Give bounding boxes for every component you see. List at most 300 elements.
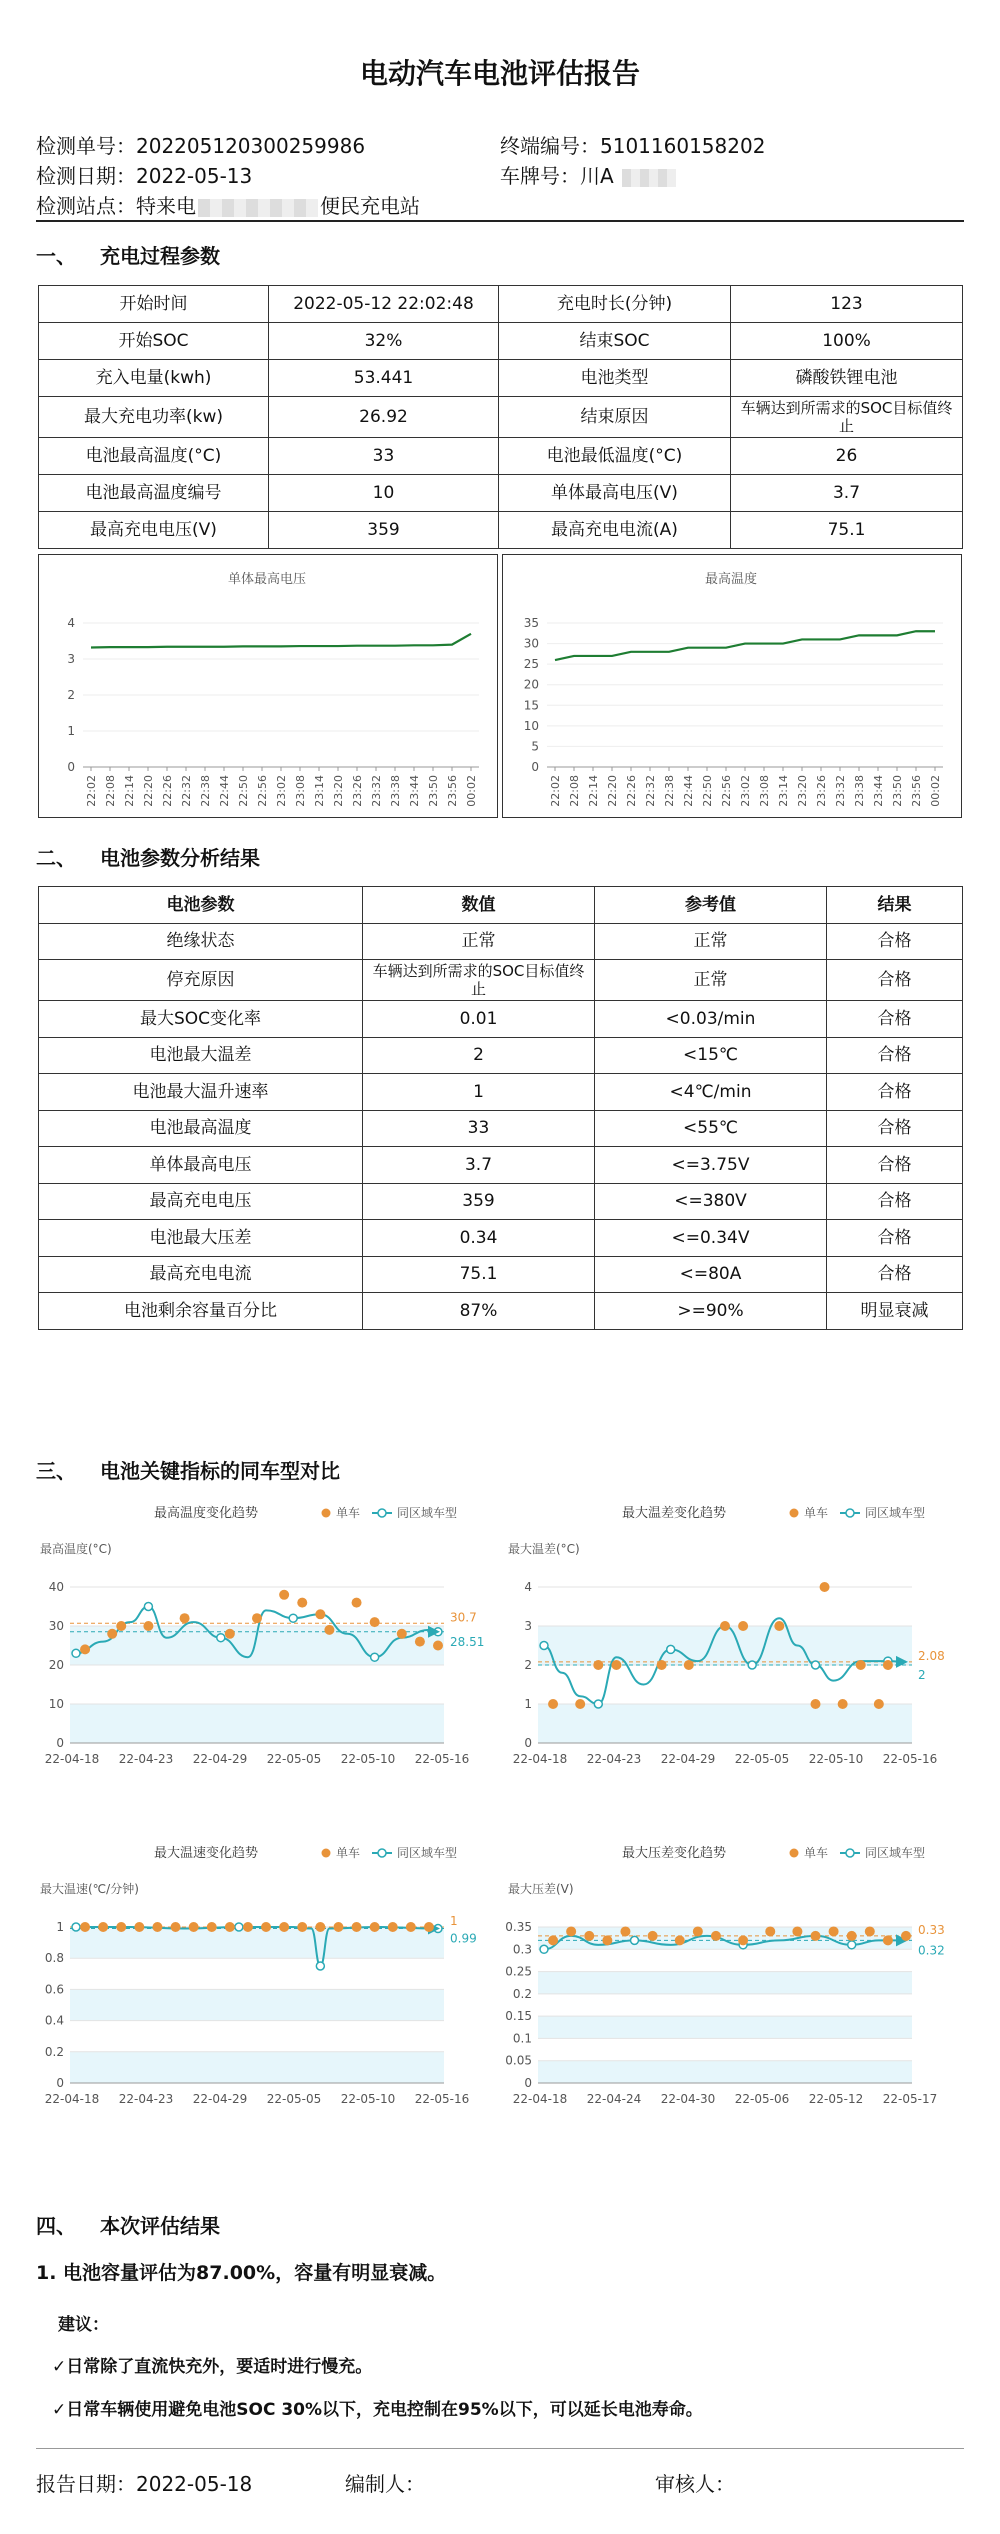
legend-region-marker	[846, 1509, 854, 1517]
single-point	[315, 1609, 325, 1619]
region-point	[289, 1614, 297, 1622]
x-tick-label: 22-04-18	[512, 2092, 568, 2106]
x-tick-label: 23:38	[389, 775, 402, 807]
legend-region-marker	[378, 1849, 386, 1857]
x-tick-label: 22:44	[682, 775, 695, 807]
region-point	[540, 1945, 548, 1953]
single-point	[324, 1625, 334, 1635]
analysis-cell: 0.34	[363, 1220, 595, 1257]
analysis-row	[39, 1037, 963, 1074]
grid-band	[538, 1626, 912, 1665]
analysis-cell: 停充原因	[39, 960, 363, 1001]
x-tick-label: 22-04-29	[192, 1752, 248, 1766]
charge-params-cell: 开始SOC	[39, 323, 269, 360]
single-end-label: 2.08	[918, 1648, 945, 1663]
chart-max-temp-trend	[36, 1495, 496, 1800]
x-tick-label: 22:14	[123, 775, 136, 807]
x-tick-label: 22-05-06	[734, 2092, 790, 2106]
analysis-cell: 合格	[827, 1220, 963, 1257]
charge-params-cell: 充电时长(分钟)	[499, 286, 731, 323]
charge-params-row	[39, 360, 963, 397]
region-point	[72, 1649, 80, 1657]
charge-params-row	[39, 286, 963, 323]
single-point	[811, 1931, 821, 1941]
y-tick-label: 0	[56, 2076, 64, 2090]
analysis-cell: <15℃	[595, 1037, 827, 1074]
y-tick-label: 1	[67, 724, 75, 738]
x-tick-label: 23:56	[446, 775, 459, 807]
y-tick-label: 0.6	[44, 1982, 64, 1997]
y-tick-label: 15	[523, 698, 539, 713]
charge-params-cell: 结束原因	[499, 397, 731, 438]
legend-single-marker	[322, 1509, 331, 1518]
analysis-cell: 合格	[827, 1183, 963, 1220]
analysis-cell: 正常	[595, 960, 827, 1001]
x-tick-label: 22-04-23	[586, 1752, 642, 1766]
analysis-cell: 电池最大压差	[39, 1220, 363, 1257]
single-point	[171, 1922, 181, 1932]
single-point	[261, 1922, 271, 1932]
single-point	[548, 1935, 558, 1945]
x-tick-label: 22-05-12	[808, 2092, 864, 2106]
x-tick-label: 23:26	[815, 775, 828, 807]
y-tick-label: 30	[48, 1619, 64, 1633]
x-tick-label: 22:38	[663, 775, 676, 807]
x-tick-label: 22-04-30	[660, 2092, 716, 2106]
y-tick-label: 0.2	[44, 2044, 64, 2059]
charge-params-row	[39, 512, 963, 549]
region-point	[316, 1962, 324, 1970]
single-point	[143, 1621, 153, 1631]
charge-params-cell: 2022-05-12 22:02:48	[269, 286, 499, 323]
chart-voltage-box	[38, 554, 498, 818]
analysis-cell: 0.01	[363, 1001, 595, 1038]
y-tick-label: 0	[56, 1736, 64, 1750]
region-point	[812, 1661, 820, 1669]
y-tick-label: 3	[524, 1619, 532, 1633]
charge-params-cell: 32%	[269, 323, 499, 360]
x-tick-label: 23:32	[834, 775, 847, 807]
analysis-header-cell: 参考值	[595, 887, 827, 924]
x-tick-label: 22:50	[237, 775, 250, 807]
grid-band	[70, 1704, 444, 1743]
charge-params-cell: 电池最高温度(°C)	[39, 438, 269, 475]
region-point	[631, 1936, 639, 1944]
single-point	[584, 1931, 594, 1941]
y-tick-label: 3	[67, 652, 75, 666]
x-tick-label: 22-04-23	[118, 1752, 174, 1766]
header-divider	[36, 220, 964, 222]
charge-params-table	[38, 285, 963, 549]
x-tick-label: 23:56	[910, 775, 923, 807]
x-tick-label: 00:02	[929, 775, 942, 807]
y-tick-label: 10	[48, 1697, 64, 1711]
x-tick-label: 22-05-16	[414, 1752, 470, 1766]
test-date: 检测日期：2022-05-13	[36, 164, 253, 188]
editor-label: 编制人：	[345, 2472, 425, 2496]
chart-title: 最高温度	[704, 572, 758, 587]
x-tick-label: 22:56	[256, 775, 269, 807]
single-end-label: 0.33	[918, 1922, 945, 1937]
single-point	[370, 1617, 380, 1627]
charge-params-cell: 磷酸铁锂电池	[731, 360, 963, 397]
analysis-cell: 绝缘状态	[39, 923, 363, 960]
charge-params-cell: 最高充电电流(A)	[499, 512, 731, 549]
single-point	[207, 1922, 217, 1932]
charge-params-cell: 电池最高温度编号	[39, 475, 269, 512]
analysis-row	[39, 1074, 963, 1111]
charge-params-cell: 10	[269, 475, 499, 512]
single-point	[424, 1922, 434, 1932]
grid-band	[538, 1704, 912, 1743]
x-tick-label: 22-05-05	[734, 1752, 790, 1766]
chart-max-voltage-diff-trend	[504, 1835, 964, 2145]
analysis-cell: <4℃/min	[595, 1074, 827, 1111]
legend-region-label: 同区域车型	[397, 1506, 458, 1520]
x-tick-label: 23:08	[758, 775, 771, 807]
x-tick-label: 22-05-10	[340, 2092, 396, 2106]
analysis-cell: 33	[363, 1110, 595, 1147]
single-point	[279, 1922, 289, 1932]
single-point	[883, 1935, 893, 1945]
single-point	[279, 1590, 289, 1600]
chart-title: 最大温速变化趋势	[153, 1846, 259, 1861]
grid-band	[538, 2016, 912, 2038]
region-end-label: 0.32	[918, 1943, 945, 1958]
single-point	[225, 1922, 235, 1932]
station-redaction	[198, 199, 318, 217]
single-point	[774, 1621, 784, 1631]
x-tick-label: 22-04-29	[660, 1752, 716, 1766]
x-tick-label: 22:20	[606, 775, 619, 807]
test-station: 检测站点：特来电 便民充电站	[36, 194, 420, 218]
region-end-label: 28.51	[450, 1634, 485, 1649]
charge-params-cell: 123	[731, 286, 963, 323]
single-point	[738, 1935, 748, 1945]
single-point	[657, 1660, 667, 1670]
analysis-row	[39, 960, 963, 1001]
single-point	[593, 1660, 603, 1670]
analysis-cell: 合格	[827, 1147, 963, 1184]
analysis-header-row	[39, 887, 963, 924]
charge-params-cell: 电池类型	[499, 360, 731, 397]
charge-params-row	[39, 475, 963, 512]
charge-params-row	[39, 438, 963, 475]
y-tick-label: 0.2	[512, 1986, 532, 2001]
charge-params-cell: 26	[731, 438, 963, 475]
single-point	[602, 1935, 612, 1945]
single-point	[352, 1598, 362, 1608]
analysis-header-cell: 电池参数	[39, 887, 363, 924]
analysis-cell: 合格	[827, 1074, 963, 1111]
analysis-cell: 正常	[363, 923, 595, 960]
region-point	[235, 1923, 243, 1931]
analysis-row	[39, 1001, 963, 1038]
region-end-label: 2	[918, 1668, 926, 1682]
single-point	[406, 1922, 416, 1932]
single-point	[415, 1637, 425, 1647]
analysis-cell: 明显衰减	[827, 1293, 963, 1330]
legend-region-label: 同区域车型	[865, 1846, 926, 1860]
analysis-cell: 合格	[827, 960, 963, 1001]
single-point	[548, 1699, 558, 1709]
single-point	[333, 1922, 343, 1932]
analysis-cell: 359	[363, 1183, 595, 1220]
analysis-cell: 2	[363, 1037, 595, 1074]
legend-single-label: 单车	[804, 1506, 829, 1520]
single-point	[107, 1629, 117, 1639]
x-tick-label: 22-04-29	[192, 2092, 248, 2106]
y-tick-label: 4	[67, 616, 75, 630]
single-point	[180, 1613, 190, 1623]
single-end-label: 30.7	[450, 1610, 477, 1625]
y-tick-label: 2	[67, 688, 75, 702]
x-tick-label: 22-04-24	[586, 2092, 642, 2106]
x-tick-label: 22-05-05	[266, 2092, 322, 2106]
chart-max-temp-diff-trend	[504, 1495, 964, 1800]
x-tick-label: 23:38	[853, 775, 866, 807]
y-axis-label: 最高温度(°C)	[40, 1542, 112, 1556]
x-tick-label: 23:02	[739, 775, 752, 807]
chart-max-temperature	[503, 555, 960, 816]
section2-heading: 二、 电池参数分析结果	[36, 846, 260, 870]
legend-single-marker	[790, 1509, 799, 1518]
conclusion-text: 1. 电池容量评估为87.00%，容量有明显衰减。	[36, 2262, 447, 2284]
single-point	[820, 1582, 830, 1592]
charge-params-cell: 26.92	[269, 397, 499, 438]
single-point	[80, 1922, 90, 1932]
chart-title: 最大压差变化趋势	[621, 1846, 727, 1861]
analysis-cell: <=380V	[595, 1183, 827, 1220]
region-point	[144, 1603, 152, 1611]
analysis-cell: 单体最高电压	[39, 1147, 363, 1184]
analysis-cell: 电池剩余容量百分比	[39, 1293, 363, 1330]
y-axis-label: 最大温速(℃/分钟)	[40, 1882, 139, 1896]
y-tick-label: 0	[531, 760, 539, 774]
test-no: 检测单号：202205120300259986	[36, 134, 366, 158]
x-tick-label: 22:56	[720, 775, 733, 807]
grid-band	[70, 2052, 444, 2083]
analysis-cell: >=90%	[595, 1293, 827, 1330]
single-point	[856, 1660, 866, 1670]
legend-single-label: 单车	[336, 1506, 361, 1520]
single-point	[611, 1660, 621, 1670]
single-point	[675, 1935, 685, 1945]
advice-item-2: ✓日常车辆使用避免电池SOC 30%以下，充电控制在95%以下，可以延长电池寿命。	[52, 2400, 703, 2420]
single-point	[80, 1644, 90, 1654]
x-tick-label: 23:26	[351, 775, 364, 807]
analysis-cell: 电池最大温差	[39, 1037, 363, 1074]
single-point	[792, 1926, 802, 1936]
analysis-cell: 87%	[363, 1293, 595, 1330]
x-tick-label: 22:26	[161, 775, 174, 807]
x-tick-label: 23:20	[332, 775, 345, 807]
x-tick-label: 23:14	[777, 775, 790, 807]
single-point	[352, 1922, 362, 1932]
single-point	[315, 1922, 325, 1932]
charge-params-cell: 33	[269, 438, 499, 475]
y-tick-label: 0.05	[505, 2053, 532, 2068]
y-tick-label: 4	[524, 1580, 532, 1594]
charge-params-cell: 电池最低温度(°C)	[499, 438, 731, 475]
analysis-cell: <0.03/min	[595, 1001, 827, 1038]
y-tick-label: 20	[523, 677, 539, 692]
series-line	[91, 634, 471, 648]
charge-params-cell: 3.7	[731, 475, 963, 512]
section1-heading: 一、 充电过程参数	[36, 244, 220, 268]
analysis-cell: 3.7	[363, 1147, 595, 1184]
x-tick-label: 22:02	[85, 775, 98, 807]
charge-params-cell: 75.1	[731, 512, 963, 549]
charge-params-row	[39, 397, 963, 438]
region-point	[748, 1661, 756, 1669]
x-tick-label: 22-04-18	[44, 2092, 100, 2106]
single-point	[252, 1613, 262, 1623]
y-tick-label: 0	[524, 2076, 532, 2090]
single-point	[243, 1922, 253, 1932]
chart-title: 最高温度变化趋势	[153, 1506, 259, 1521]
x-tick-label: 22-05-16	[414, 2092, 470, 2106]
analysis-cell: 75.1	[363, 1256, 595, 1293]
single-point	[433, 1641, 443, 1651]
section3-heading: 三、 电池关键指标的同车型对比	[36, 1459, 340, 1483]
x-tick-label: 22:20	[142, 775, 155, 807]
analysis-cell: 合格	[827, 1001, 963, 1038]
analysis-header-cell: 结果	[827, 887, 963, 924]
analysis-cell: 合格	[827, 1110, 963, 1147]
charge-params-cell: 结束SOC	[499, 323, 731, 360]
legend-single-label: 单车	[336, 1846, 361, 1860]
analysis-header-cell: 数值	[363, 887, 595, 924]
analysis-cell: 电池最高温度	[39, 1110, 363, 1147]
reviewer-label: 审核人：	[655, 2472, 735, 2496]
charge-params-cell: 开始时间	[39, 286, 269, 323]
legend-single-marker	[322, 1849, 331, 1858]
y-tick-label: 0.3	[512, 1942, 532, 1957]
x-tick-label: 22:38	[199, 775, 212, 807]
region-point	[72, 1923, 80, 1931]
single-point	[620, 1926, 630, 1936]
x-tick-label: 22:32	[644, 775, 657, 807]
report-date: 报告日期：2022-05-18	[36, 2472, 253, 2496]
charge-params-cell: 充入电量(kwh)	[39, 360, 269, 397]
analysis-cell: 合格	[827, 923, 963, 960]
grid-band	[538, 2061, 912, 2083]
analysis-cell: 合格	[827, 1037, 963, 1074]
chart-max-temp-rate-trend	[36, 1835, 496, 2145]
single-point	[297, 1922, 307, 1932]
x-tick-label: 23:02	[275, 775, 288, 807]
single-point	[765, 1926, 775, 1936]
analysis-cell: 最大SOC变化率	[39, 1001, 363, 1038]
section4-heading: 四、 本次评估结果	[36, 2214, 220, 2238]
analysis-row	[39, 923, 963, 960]
x-tick-label: 22-04-18	[512, 1752, 568, 1766]
grid-band	[538, 1972, 912, 1994]
y-tick-label: 10	[523, 718, 539, 733]
single-point	[847, 1931, 857, 1941]
x-tick-label: 23:08	[294, 775, 307, 807]
advice-label: 建议：	[58, 2315, 109, 2335]
charge-params-cell: 单体最高电压(V)	[499, 475, 731, 512]
y-tick-label: 1	[524, 1697, 532, 1711]
x-tick-label: 22:14	[587, 775, 600, 807]
analysis-cell: 正常	[595, 923, 827, 960]
plate-redaction	[622, 169, 676, 187]
series-line	[555, 631, 935, 660]
x-tick-label: 22:08	[568, 775, 581, 807]
charge-params-cell: 车辆达到所需求的SOC目标值终止	[731, 397, 963, 438]
legend-single-marker	[790, 1849, 799, 1858]
x-tick-label: 22-05-10	[808, 1752, 864, 1766]
charge-params-cell: 359	[269, 512, 499, 549]
single-point	[693, 1926, 703, 1936]
charge-params-row	[39, 323, 963, 360]
single-point	[116, 1922, 126, 1932]
single-end-label: 1	[450, 1914, 458, 1928]
charge-params-cell: 100%	[731, 323, 963, 360]
single-point	[865, 1926, 875, 1936]
region-point	[540, 1642, 548, 1650]
x-tick-label: 23:44	[872, 775, 885, 807]
single-point	[901, 1931, 911, 1941]
y-axis-label: 最大温差(°C)	[508, 1542, 580, 1556]
single-point	[397, 1629, 407, 1639]
region-point	[848, 1941, 856, 1949]
y-tick-label: 30	[523, 636, 539, 651]
y-tick-label: 0.8	[44, 1951, 64, 1966]
y-tick-label: 35	[523, 616, 539, 630]
battery-analysis-table	[38, 886, 963, 1330]
single-point	[720, 1621, 730, 1631]
legend-region-label: 同区域车型	[865, 1506, 926, 1520]
y-tick-label: 0	[67, 760, 75, 774]
y-tick-label: 5	[531, 739, 539, 754]
analysis-row	[39, 1220, 963, 1257]
single-point	[811, 1699, 821, 1709]
single-point	[189, 1922, 199, 1932]
x-tick-label: 22:02	[549, 775, 562, 807]
single-point	[152, 1922, 162, 1932]
single-point	[648, 1931, 658, 1941]
x-tick-label: 22-04-23	[118, 2092, 174, 2106]
single-point	[98, 1922, 108, 1932]
x-tick-label: 22:44	[218, 775, 231, 807]
y-tick-label: 0	[524, 1736, 532, 1750]
x-tick-label: 23:14	[313, 775, 326, 807]
analysis-row	[39, 1256, 963, 1293]
x-tick-label: 23:20	[796, 775, 809, 807]
legend-region-marker	[846, 1849, 854, 1857]
single-point	[838, 1699, 848, 1709]
y-tick-label: 25	[523, 657, 539, 672]
analysis-row	[39, 1183, 963, 1220]
legend-region-label: 同区域车型	[397, 1846, 458, 1860]
single-point	[883, 1660, 893, 1670]
single-point	[370, 1922, 380, 1932]
x-tick-label: 22:32	[180, 775, 193, 807]
region-point	[217, 1634, 225, 1642]
single-point	[829, 1926, 839, 1936]
y-tick-label: 0.15	[505, 2009, 532, 2024]
chart-temperature-box	[502, 554, 962, 818]
y-tick-label: 0.25	[505, 1964, 532, 1979]
region-point	[371, 1653, 379, 1661]
analysis-cell: <=3.75V	[595, 1147, 827, 1184]
x-tick-label: 00:02	[465, 775, 478, 807]
x-tick-label: 22-04-18	[44, 1752, 100, 1766]
region-point	[667, 1645, 675, 1653]
